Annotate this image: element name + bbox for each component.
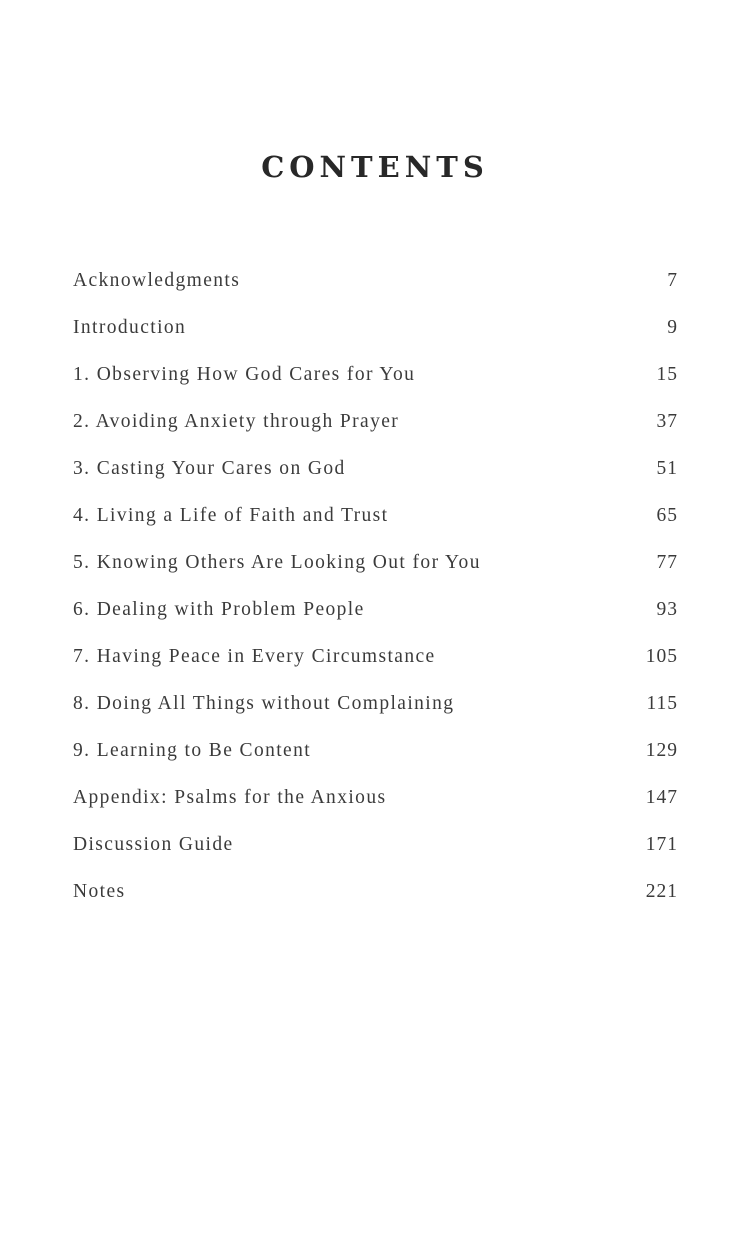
page-title: CONTENTS: [261, 150, 489, 184]
toc-entry-label: 8. Doing All Things without Complaining: [73, 693, 455, 714]
toc-entry-label: 4. Living a Life of Faith and Trust: [73, 505, 389, 526]
toc-entry-label: Appendix: Psalms for the Anxious: [73, 787, 387, 808]
toc-entry-page-number: 37: [656, 411, 678, 432]
toc-entry-page-number: 171: [645, 834, 678, 855]
toc-entry-page-number: 105: [645, 646, 678, 667]
toc-entry-label: 3. Casting Your Cares on God: [73, 458, 346, 479]
toc-entry: [73, 549, 678, 576]
toc-entry-label: Acknowledgments: [73, 270, 241, 291]
toc-entry-label: 1. Observing How God Cares for You: [73, 364, 416, 385]
toc-entry-label: Introduction: [73, 317, 187, 338]
toc-entry: [73, 502, 678, 529]
toc-entry-page-number: 51: [656, 458, 678, 479]
toc-entry: [73, 737, 678, 764]
toc-entry: [73, 784, 678, 811]
toc-entry-page-number: 15: [656, 364, 678, 385]
toc-entry: [73, 455, 678, 482]
toc-entry-page-number: 77: [656, 552, 678, 573]
toc-entry: [73, 314, 678, 341]
toc-entry: [73, 643, 678, 670]
toc-entry: [73, 878, 678, 905]
toc-entry-page-number: 65: [656, 505, 678, 526]
toc-entry: [73, 408, 678, 435]
toc-entry-label: 2. Avoiding Anxiety through Prayer: [73, 411, 400, 432]
toc-entry: [73, 267, 678, 294]
toc-entry-page-number: 115: [646, 693, 678, 714]
toc-entry-page-number: 9: [667, 317, 678, 338]
toc-entry-label: 6. Dealing with Problem People: [73, 599, 365, 620]
toc-entry-label: 9. Learning to Be Content: [73, 740, 312, 761]
toc-entry-page-number: 221: [645, 881, 678, 902]
toc-entry-page-number: 7: [667, 270, 678, 291]
toc-list: [0, 267, 750, 905]
toc-entry: [73, 361, 678, 388]
toc-entry: [73, 596, 678, 623]
toc-entry: [73, 831, 678, 858]
toc-entry-page-number: 147: [645, 787, 678, 808]
toc-entry-page-number: 93: [656, 599, 678, 620]
toc-entry-page-number: 129: [645, 740, 678, 761]
toc-entry-label: 5. Knowing Others Are Looking Out for You: [73, 552, 481, 573]
toc-entry: [73, 690, 678, 717]
toc-entry-label: Discussion Guide: [73, 834, 234, 855]
toc-entry-label: 7. Having Peace in Every Circumstance: [73, 646, 436, 667]
toc-entry-label: Notes: [73, 881, 126, 902]
